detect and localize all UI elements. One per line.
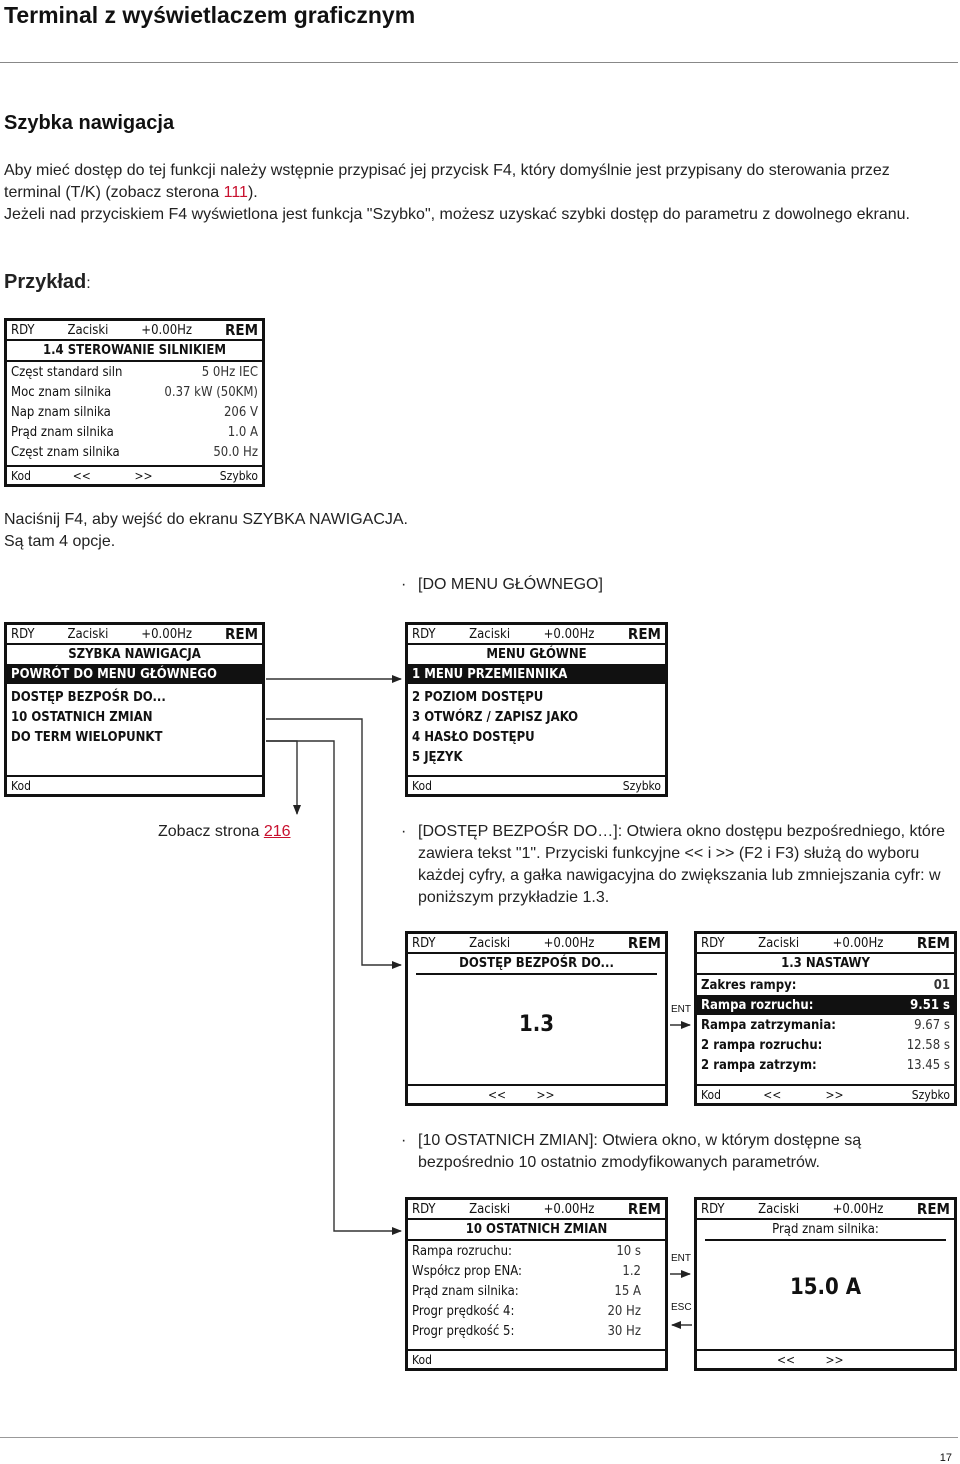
screen-header: Prąd znam silnika: — [705, 1220, 946, 1241]
f1-kod-key[interactable]: Kod — [11, 468, 31, 483]
param-value: 206 V — [223, 404, 258, 420]
status-rdy: RDY — [11, 626, 35, 642]
see-page-label: Zobacz strona — [158, 823, 264, 840]
status-source: Zaciski — [67, 626, 109, 642]
status-source: Zaciski — [469, 1201, 511, 1217]
param-value: 50.0 Hz — [213, 444, 258, 460]
bullet-direct-access-text: [DOSTĘP BEZPOŚR DO…]: Otwiera okno dostępu bezpośredniego, które zawiera tekst "1". Przyciski funkcyjne << i >> (F2 i F3) służą do wyboru każdej cyfry, a gałka nawigacyjna do zwiększania lub zmniejszania cyfr: w poniższym przykładzie 1.3. — [418, 823, 946, 906]
param-value: 1.2 — [622, 1263, 641, 1279]
screen-header: MENU GŁÓWNE — [486, 647, 587, 662]
bullet-direct-access: · [DOSTĘP BEZPOŚR DO…]: Otwiera okno dostępu bezpośredniego, które zawiera tekst "1". Przyciski funkcyjne << i >> (F2 i F3) służą do wyboru każdej cyfry, a gałka nawigacyjna do zwiększania lub zmniejszania cyfr: w poniższym przykładzie 1.3. — [401, 823, 946, 906]
menu-item-selected[interactable]: POWRÓT DO MENU GŁÓWNEGO — [7, 664, 262, 684]
menu-item[interactable]: 4 HASŁO DOSTĘPU — [412, 729, 535, 745]
menu-item-selected[interactable]: 1 MENU PRZEMIENNIKA — [408, 664, 665, 684]
param-label: Progr prędkość 5: — [412, 1323, 515, 1339]
status-rdy: RDY — [412, 935, 436, 951]
f4-szybko-key[interactable]: Szybko — [219, 468, 258, 483]
footer-rule — [0, 1437, 958, 1438]
param-label: Współcz prop ENA: — [412, 1263, 522, 1279]
param-value: 15 A — [614, 1283, 641, 1299]
param-value: 1.0 A — [227, 424, 258, 440]
status-frequency: +0.00Hz — [141, 626, 193, 642]
status-frequency: +0.00Hz — [543, 1201, 595, 1217]
arrow-to-last-changes — [263, 741, 401, 1231]
options-count-line: Są tam 4 opcje. — [4, 533, 116, 550]
f4-szybko-key[interactable]: Szybko — [622, 778, 661, 793]
param-label: Prąd znam silnika — [11, 424, 114, 440]
status-rdy: RDY — [412, 1201, 436, 1217]
arrow-to-see-page — [266, 741, 297, 814]
status-source: Zaciski — [67, 322, 109, 338]
param-value: 12.58 s — [906, 1037, 950, 1053]
menu-item[interactable]: 2 POZIOM DOSTĘPU — [412, 689, 544, 705]
status-source: Zaciski — [758, 1201, 800, 1217]
param-label: Częst znam silnika — [11, 444, 120, 460]
example-label: Przykład — [4, 271, 87, 293]
screen-header: 10 OSTATNICH ZMIAN — [408, 1220, 665, 1241]
f2-prev-key[interactable]: << — [777, 1352, 796, 1367]
direct-access-value: 1.3 — [518, 1012, 555, 1037]
param-value: 5 0Hz IEC — [201, 364, 258, 380]
f3-next-key[interactable]: >> — [825, 1087, 844, 1102]
press-f4-line: Naciśnij F4, aby wejść do ekranu SZYBKA NAWIGACJA. — [4, 511, 408, 528]
param-label: 2 rampa zatrzym: — [701, 1057, 817, 1073]
param-label: Rampa rozruchu: — [412, 1243, 512, 1259]
screen-header: SZYBKA NAWIGACJA — [68, 647, 201, 662]
param-value: 01 — [933, 977, 950, 993]
motor-current-value: 15.0 A — [789, 1275, 862, 1300]
menu-item[interactable]: DO TERM WIELOPUNKT — [11, 729, 163, 745]
status-rem: REM — [627, 934, 661, 952]
status-rdy: RDY — [412, 626, 436, 642]
page-reference-216[interactable]: 216 — [263, 823, 291, 840]
page-title: Terminal z wyświetlaczem graficznym — [4, 2, 416, 28]
section-title: Szybka nawigacja — [4, 112, 175, 134]
status-rem: REM — [627, 1200, 661, 1218]
param-value: 13.45 s — [906, 1057, 950, 1073]
ent-key-label: ENT — [671, 1253, 691, 1264]
param-label: Prąd znam silnika: — [412, 1283, 519, 1299]
f1-kod-key[interactable]: Kod — [701, 1087, 721, 1102]
status-rem: REM — [916, 1200, 950, 1218]
status-frequency: +0.00Hz — [543, 935, 595, 951]
param-label: 2 rampa rozruchu: — [701, 1037, 823, 1053]
status-rem: REM — [916, 934, 950, 952]
status-rdy: RDY — [701, 1201, 725, 1217]
status-frequency: +0.00Hz — [141, 322, 193, 338]
param-value: 30 Hz — [607, 1323, 641, 1339]
status-rem: REM — [224, 625, 258, 643]
f1-kod-key[interactable]: Kod — [412, 778, 432, 793]
bullet-last-changes-text: [10 OSTATNICH ZMIAN]: Otwiera okno, w którym dostępne są bezpośrednio 10 ostatnio zmodyfikowanych parametrów. — [418, 1132, 862, 1171]
param-value: 0.37 kW (50KM) — [164, 384, 258, 400]
ent-key-label: ENT — [671, 1004, 691, 1015]
f3-next-key[interactable]: >> — [825, 1352, 844, 1367]
status-rdy: RDY — [701, 935, 725, 951]
param-label: Rampa zatrzymania: — [701, 1017, 836, 1033]
bullet-last-changes: · [10 OSTATNICH ZMIAN]: Otwiera okno, w którym dostępne są bezpośrednio 10 ostatnio zmodyfikowanych parametrów. — [401, 1132, 862, 1171]
bullet-main-menu-text: [DO MENU GŁÓWNEGO] — [418, 576, 603, 593]
param-label: Nap znam silnika — [11, 404, 111, 420]
f1-kod-key[interactable]: Kod — [11, 778, 31, 793]
status-frequency: +0.00Hz — [543, 626, 595, 642]
f1-kod-key[interactable]: Kod — [412, 1352, 432, 1367]
screen-header: 1.3 NASTAWY — [697, 954, 954, 975]
f2-prev-key[interactable]: << — [488, 1087, 507, 1102]
intro-paragraph-2: Jeżeli nad przyciskiem F4 wyświetlona jest funkcja "Szybko", możesz uzyskać szybki dostęp do parametru z dowolnego ekranu. — [4, 206, 910, 223]
f3-next-key[interactable]: >> — [536, 1087, 555, 1102]
status-rdy: RDY — [11, 322, 35, 338]
param-label: Moc znam silnika — [11, 384, 112, 400]
page-number: 17 — [939, 1452, 952, 1464]
param-value: 20 Hz — [607, 1303, 641, 1319]
status-frequency: +0.00Hz — [832, 935, 884, 951]
status-source: Zaciski — [758, 935, 800, 951]
example-colon: : — [86, 275, 91, 292]
param-value: 9.67 s — [914, 1017, 950, 1033]
page-reference-111[interactable]: 111 — [223, 184, 248, 201]
param-label: Częst standard siln — [11, 364, 123, 380]
f2-prev-key[interactable]: << — [72, 468, 91, 483]
menu-item[interactable]: DOSTĘP BEZPOŚR DO... — [11, 689, 166, 705]
status-rem: REM — [627, 625, 661, 643]
bullet-main-menu: · [DO MENU GŁÓWNEGO] — [401, 576, 603, 593]
esc-key-label: ESC — [671, 1302, 692, 1313]
status-frequency: +0.00Hz — [832, 1201, 884, 1217]
menu-item[interactable]: 3 OTWÓRZ / ZAPISZ JAKO — [412, 709, 579, 725]
param-label: Zakres rampy: — [701, 977, 797, 993]
param-label: Progr prędkość 4: — [412, 1303, 515, 1319]
f4-szybko-key[interactable]: Szybko — [911, 1087, 950, 1102]
param-label: Rampa rozruchu: — [701, 997, 814, 1013]
screen-header: 1.4 STEROWANIE SILNIKIEM — [7, 341, 262, 362]
param-value: 9.51 s — [910, 997, 950, 1013]
f2-prev-key[interactable]: << — [763, 1087, 782, 1102]
status-rem: REM — [224, 321, 258, 339]
param-value: 10 s — [616, 1243, 641, 1259]
status-source: Zaciski — [469, 935, 511, 951]
screen-header: DOSTĘP BEZPOŚR DO... — [416, 954, 657, 975]
intro-text-a: Aby mieć dostęp do tej funkcji należy wstępnie przypisać jej przycisk F4, który domyślnie jest przypisany do sterowania przez terminal (T/K) (zobacz sterona — [4, 162, 890, 201]
menu-item[interactable]: 5 JĘZYK — [412, 749, 463, 765]
status-source: Zaciski — [469, 626, 511, 642]
menu-item[interactable]: 10 OSTATNICH ZMIAN — [11, 709, 153, 725]
intro-text-b: ). — [247, 184, 258, 201]
f3-next-key[interactable]: >> — [134, 468, 153, 483]
